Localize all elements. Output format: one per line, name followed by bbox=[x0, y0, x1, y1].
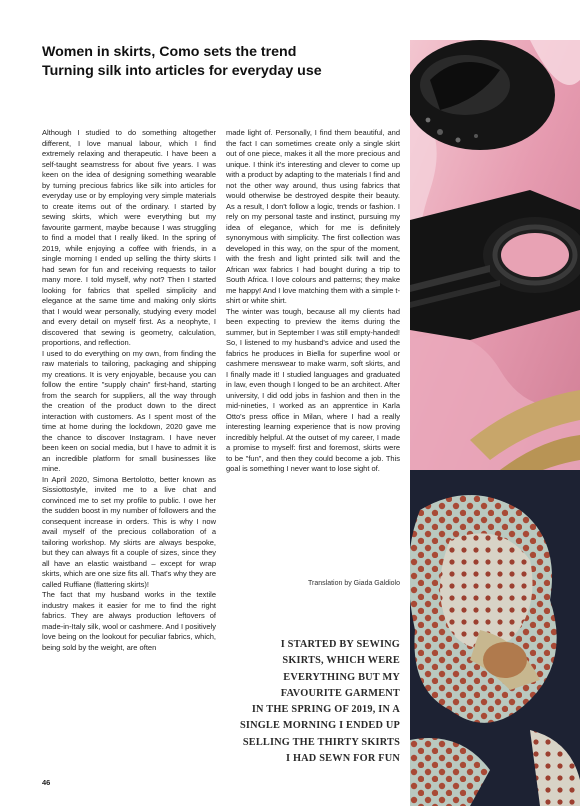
title-line-2: Turning silk into articles for everyday use bbox=[42, 63, 322, 79]
body-paragraph: The winter was tough, because all my clients had been expecting to preview the items during the summer, but in September I was still empty-handed! So, I listened to my husband's advice and used the fabrics he produces in Biella for superfine wool or cashmere menswear to make warm, soft skirts, and I finally made it! I studied languages and graduated in law, even though I longed to be an architect. After university, I did odd jobs in fashion and then in the mid-nineties, I worked as an apprentice in Karla Otto's press office in Milan, where I had a really interesting learning experience that is now proving incredibly helpful. At the outset of my career, I made a promise to myself: first and foremost, skirts were to be "fun", and then they could become a job. This goal is something I never want to lose sight of. bbox=[226, 306, 400, 473]
pull-quote-line: FAVOURITE GARMENT bbox=[280, 687, 400, 699]
pull-quote bbox=[226, 637, 400, 767]
article-title bbox=[42, 43, 402, 81]
title-line-1: Women in skirts, Como sets the trend bbox=[42, 44, 297, 60]
pull-quote-line: SINGLE MORNING I ENDED UP bbox=[239, 720, 400, 732]
body-paragraph: In April 2020, Simona Bertolotto, better known as Sissiottostyle, invited me to a live chat and convinced me to set my profile to public. I owe her the sudden boost in my number of followers and the consequent increase in orders. This is why I now avail myself of the precious collaboration of a tailoring workshop. My skirts are always bespoke, but they can always fit a couple of sizes, since they all have an elastic waistband – except for wrap skirts, which are one size fits all. That's why they are called Ruffiane (flattering skirts)! bbox=[42, 474, 216, 589]
pull-quote-line: I HAD SEWN FOR FUN bbox=[285, 753, 400, 765]
pull-quote-line: EVERYTHING BUT MY bbox=[283, 671, 400, 683]
fabric-photo bbox=[410, 40, 580, 806]
body-paragraph: made light of. Personally, I find them beautiful, and the fact I can sometimes create only a single skirt out of one piece, makes it all the more precious and unique. I think it's interesting and clever to come up with a product by adapting to the materials I find and not the other way around, thus using fabrics that would otherwise be destroyed despite their beauty. As a result, I don't follow a logic, trends or fashion. I rely on my personal taste and instinct, pursuing my idea of elegance, which for me is definitely synonymous with simplicity. The first collection was developed in this way, on the spur of the moment, with the fresh and light printed silk twill and the African wax fabrics I had bought during a trip to South Africa. I love colours and patterns; they make me happy! And I love matching them with a simple t-shirt or white shirt. bbox=[226, 128, 400, 305]
pull-quote-line: I STARTED BY SEWING bbox=[280, 639, 400, 650]
translation-credit: Translation by Giada Galdiolo bbox=[308, 580, 400, 587]
pull-quote-line: SKIRTS, WHICH WERE bbox=[282, 655, 400, 667]
body-paragraph: The fact that my husband works in the textile industry makes it easier for me to find the right fabrics. They are always production leftovers of made-in-Italy silk, wool or cashmere. And I positively love being on the lookout for peculiar fabrics, which, being sold by the weight, are often bbox=[42, 590, 216, 652]
pull-quote-line: SELLING THE THIRTY SKIRTS bbox=[242, 736, 400, 748]
body-column-left bbox=[42, 128, 216, 653]
body-column-right bbox=[226, 128, 400, 475]
body-paragraph: I used to do everything on my own, from finding the raw materials to tailoring, packaging and shipping my creations. It is very enjoyable, because you can follow the entire "supply chain" first-hand, starting from the search for suppliers, all the way through the creation of the product down to the direct interaction with customers. As I spent most of the time at home during the lockdown, 2020 gave me the chance to discover Instagram. I have never been keen on social media, but I have to admit it is an incredible platform for small businesses like mine. bbox=[42, 348, 216, 473]
page-number: 46 bbox=[42, 778, 51, 787]
body-paragraph: Although I studied to do something altogether different, I love manual labour, which I find extremely relaxing and therapeutic. I have been a self-taught seamstress for about five years. I was keen on the idea of designing something wearable by turning precious fabrics like silk into articles for everyday use or by employing very simple materials to create items out of the ordinary. I started by sewing skirts, which were everything but my favourite garment, maybe because I was struggling to find a model that I really liked. In the spring of 2019, while enjoying a coffee with friends, in a single morning I ended up selling the thirty skirts I had sewn for fun and receiving requests to tailor many more. I told myself, why not? Then I started looking for fabrics that spelled simplicity and elegance at the same time and making only skirts that I would wear personally, studying every model and every detail on myself first. As a neophyte, I discovered that sewing is geometry, calculation, proportions, and reflection. bbox=[42, 128, 216, 347]
pull-quote-line: IN THE SPRING OF 2019, IN A bbox=[251, 704, 400, 716]
